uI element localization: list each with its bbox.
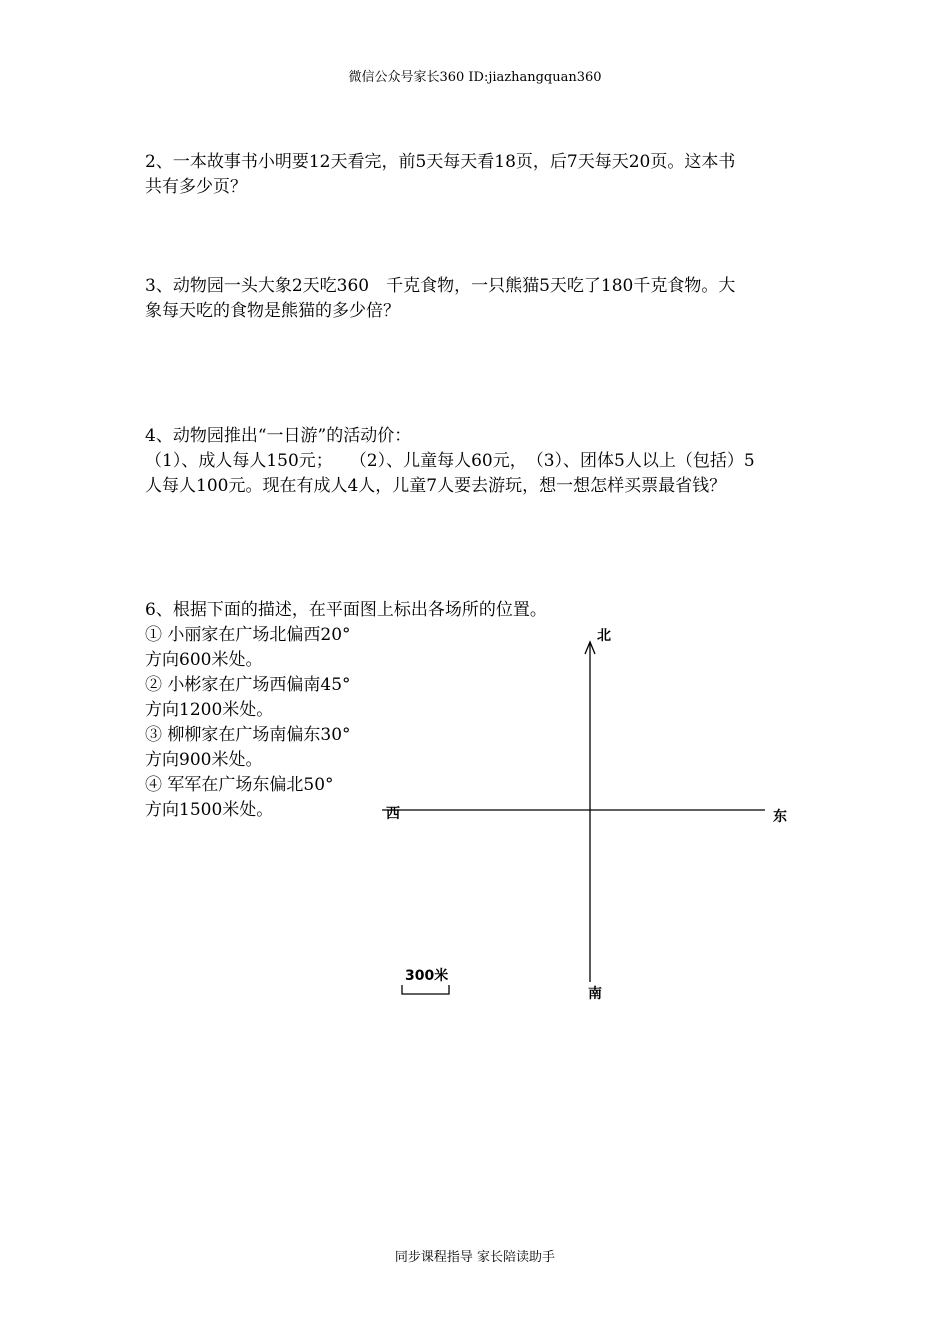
question-3-line-1: 3、动物园一头大象2天吃360 千克食物，一只熊猫5天吃了180千克食物。大 (145, 276, 736, 296)
question-2-line-1: 2、一本故事书小明要12天看完，前5天每天看18页，后7天每天20页。这本书 (145, 152, 736, 172)
scale-bar (402, 985, 449, 994)
question-4 (145, 424, 813, 499)
question-2-line-2: 共有多少页？ (145, 177, 247, 197)
description-line: ④ 军军在广场东偏北50° (145, 775, 334, 795)
description-line: ① 小丽家在广场北偏西20° (145, 625, 351, 645)
north-label: 北 (597, 628, 611, 644)
question-6-descriptions (145, 623, 385, 823)
question-6-title-text: 6、根据下面的描述，在平面图上标出各场所的位置。 (145, 600, 547, 620)
question-3-line-2: 象每天吃的食物是熊猫的多少倍？ (145, 301, 400, 321)
question-3 (145, 274, 813, 324)
question-4-line-3: 人每人100元。现在有成人4人，儿童7人要去游玩，想一想怎样买票最省钱？ (145, 476, 727, 496)
description-line: ② 小彬家在广场西偏南45° (145, 675, 351, 695)
west-label: 西 (386, 806, 400, 822)
south-label: 南 (588, 986, 602, 1002)
compass-diagram (380, 620, 780, 1000)
question-2 (145, 150, 813, 200)
description-line: 方向600米处。 (145, 650, 263, 670)
question-4-line-1: 4、动物园推出“一日游”的活动价： (145, 426, 412, 446)
question-4-line-2: （1）、成人每人150元； （2）、儿童每人60元， （3）、团体5人以上（包括）5 (145, 451, 755, 471)
description-line: 方向900米处。 (145, 750, 263, 770)
description-line: 方向1200米处。 (145, 700, 274, 720)
scale-label: 300米 (405, 968, 449, 984)
east-label: 东 (773, 809, 787, 825)
page-footer: 同步课程指导 家长陪读助手 (394, 1250, 556, 1265)
page-header: 微信公众号家长360 ID:jiazhangquan360 (348, 70, 602, 85)
description-line: ③ 柳柳家在广场南偏东30° (145, 725, 351, 745)
description-line: 方向1500米处。 (145, 800, 274, 820)
